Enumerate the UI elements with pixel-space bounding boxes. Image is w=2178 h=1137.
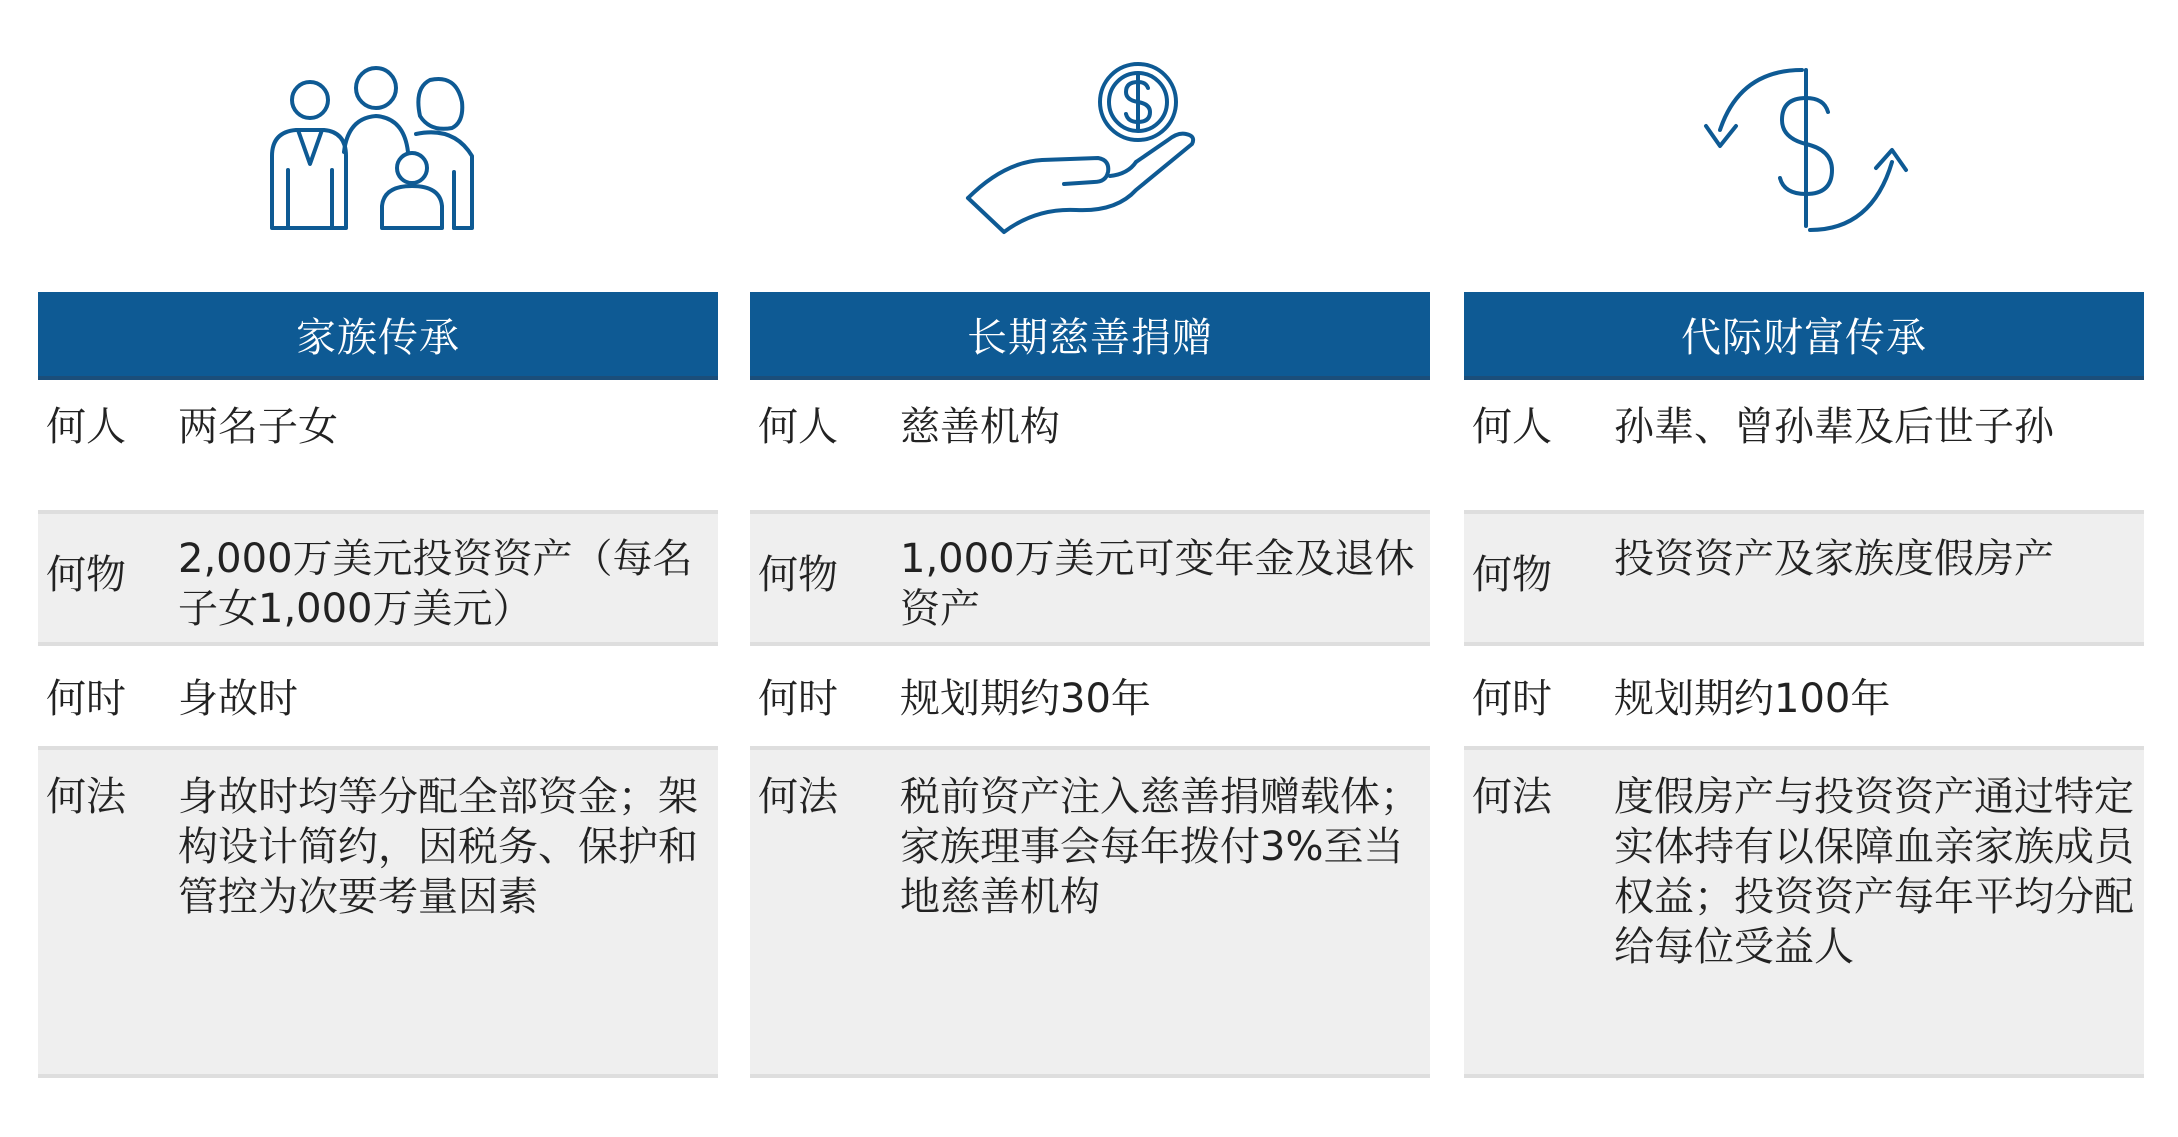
- who-value: 两名子女: [178, 404, 338, 450]
- row-how: [1464, 746, 2144, 1078]
- column-title: 家族传承: [38, 292, 718, 380]
- row-when: [750, 646, 1430, 746]
- how-value: 身故时均等分配全部资金；架构设计简约，因税务、保护和管控为次要考量因素: [178, 774, 698, 920]
- dollar-cycle-icon-wrap: [1464, 50, 2144, 250]
- row-what: [750, 510, 1430, 646]
- when-label: 何时: [1472, 676, 1552, 722]
- column-title: 代际财富传承: [1464, 292, 2144, 380]
- how-label: 何法: [46, 774, 126, 820]
- how-value: 税前资产注入慈善捐赠载体；家族理事会每年拨付3%至当地慈善机构: [900, 774, 1420, 920]
- row-when: [1464, 646, 2144, 746]
- row-what: [38, 510, 718, 646]
- column-title: 长期慈善捐赠: [750, 292, 1430, 380]
- what-label: 何物: [46, 552, 126, 598]
- row-how: [750, 746, 1430, 1078]
- row-who: [750, 380, 1430, 510]
- family-icon: [258, 60, 498, 240]
- how-value: 度假房产与投资资产通过特定实体持有以保障血亲家族成员权益；投资资产每年平均分配给每位受益人: [1614, 774, 2134, 970]
- when-label: 何时: [46, 676, 126, 722]
- what-label: 何物: [758, 552, 838, 598]
- how-label: 何法: [758, 774, 838, 820]
- who-value: 孙辈、曾孙辈及后世子孙: [1614, 404, 2054, 450]
- column-long-term-philanthropy: [750, 0, 1430, 1137]
- what-value: 1,000万美元可变年金及退休资产: [900, 536, 1415, 632]
- row-when: [38, 646, 718, 746]
- when-label: 何时: [758, 676, 838, 722]
- who-label: 何人: [758, 404, 838, 450]
- row-who: [38, 380, 718, 510]
- row-who: [1464, 380, 2144, 510]
- row-how: [38, 746, 718, 1078]
- what-label: 何物: [1472, 552, 1552, 598]
- column-intergenerational-wealth: [1464, 0, 2144, 1137]
- what-value: 2,000万美元投资资产（每名子女1,000万美元）: [178, 536, 693, 632]
- who-label: 何人: [46, 404, 126, 450]
- family-icon-wrap: [38, 50, 718, 250]
- hand-coin-icon-wrap: [750, 50, 1430, 250]
- when-value: 规划期约30年: [900, 676, 1151, 722]
- who-value: 慈善机构: [900, 404, 1060, 450]
- column-family-inheritance: [38, 0, 718, 1137]
- when-value: 身故时: [178, 676, 298, 722]
- what-value: 投资资产及家族度假房产: [1614, 536, 2054, 582]
- hand-coin-icon: [960, 50, 1220, 250]
- who-label: 何人: [1472, 404, 1552, 450]
- how-label: 何法: [1472, 774, 1552, 820]
- dollar-cycle-icon: [1684, 50, 1924, 250]
- when-value: 规划期约100年: [1614, 676, 1891, 722]
- row-what: [1464, 510, 2144, 646]
